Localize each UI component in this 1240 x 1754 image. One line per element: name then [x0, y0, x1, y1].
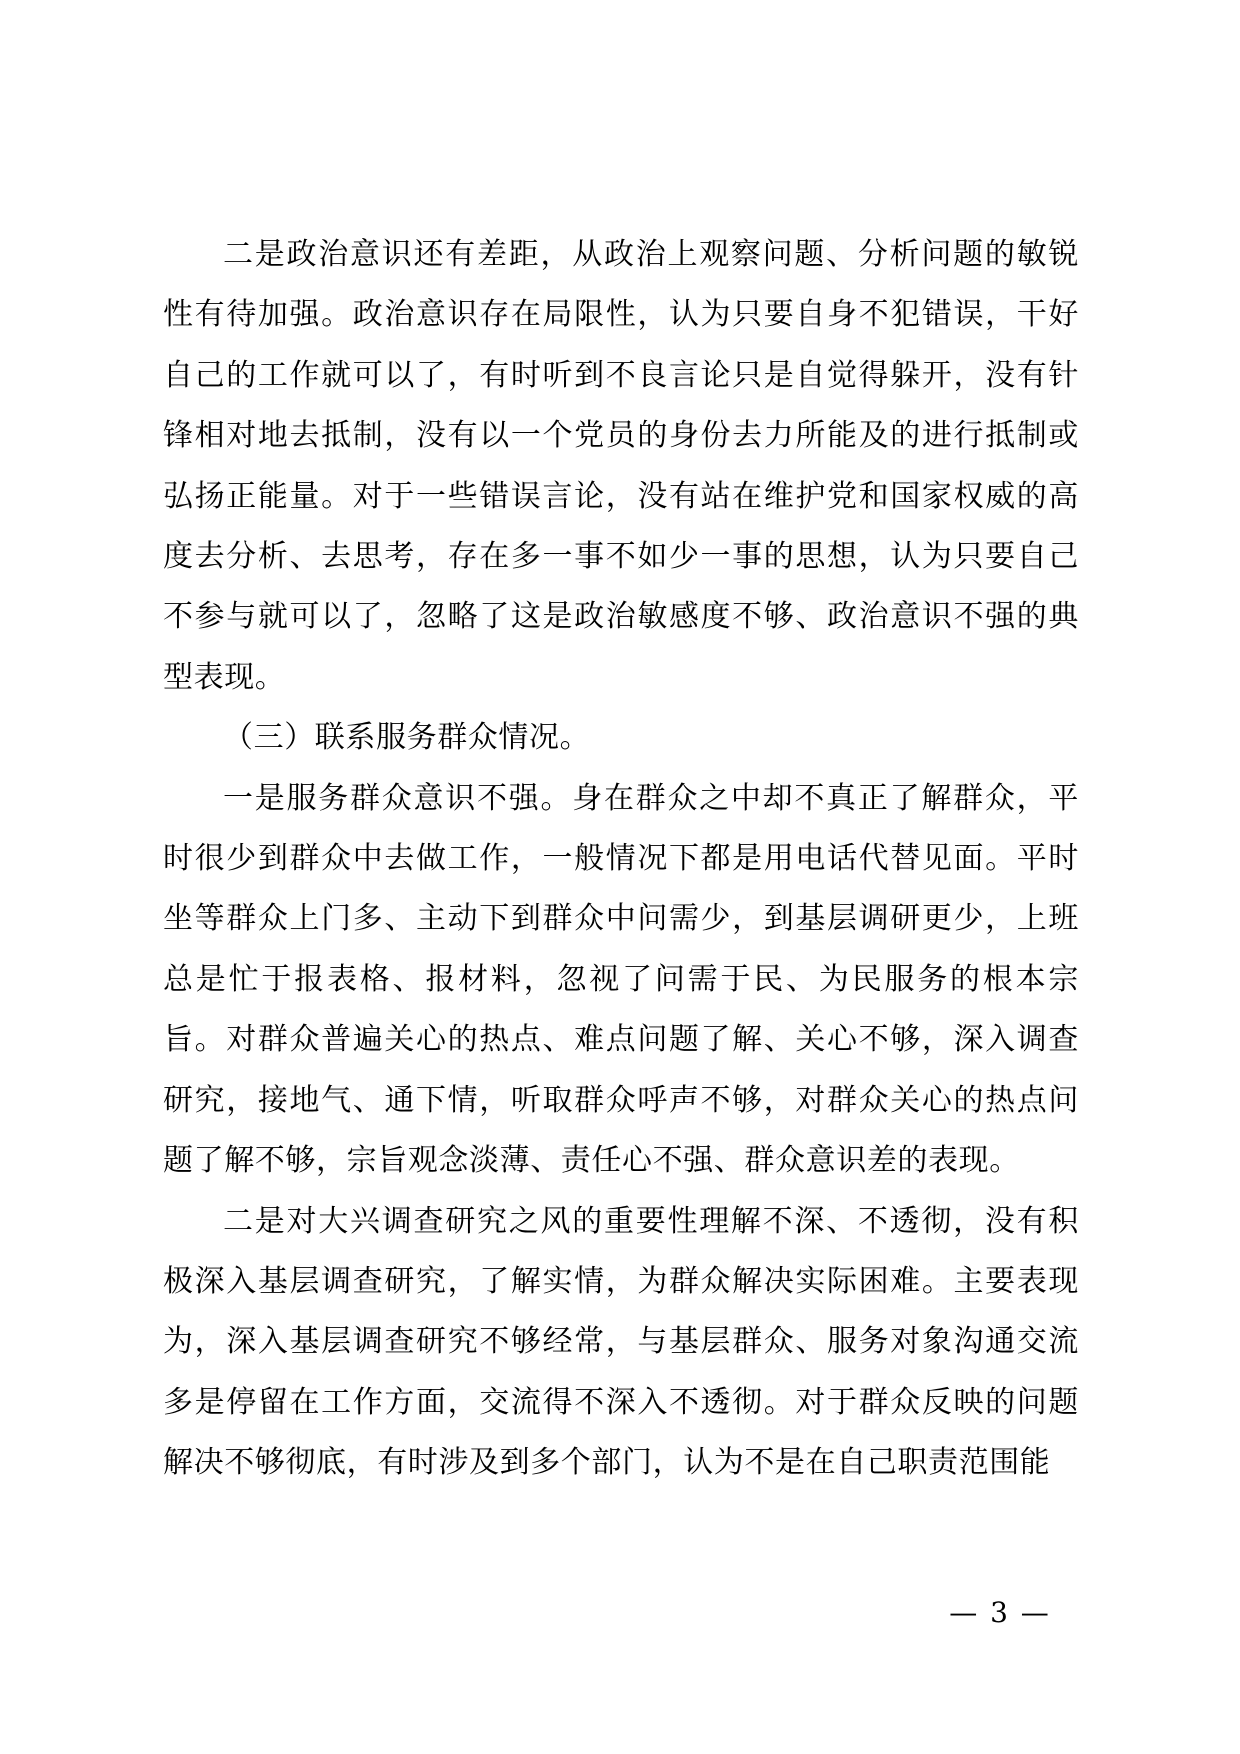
paragraph-investigation-research: 二是对大兴调查研究之风的重要性理解不深、不透彻，没有积极深入基层调查研究，了解实情，为群众解决实际困难。主要表现为，深入基层调查研究不够经常，与基层群众、服务对象沟通交流多是停留在工作方面，交流得不深入不透彻。对于群众反映的问题解决不够彻底，有时涉及到多个部门，认为不是在自己职责范围能	[163, 1203, 1079, 1481]
body-text	[163, 225, 1079, 1494]
page-number: — 3 —	[949, 1596, 1051, 1629]
section-heading-serving-masses: （三）联系服务群众情况。	[223, 720, 591, 756]
paragraph-serving-masses-awareness: 一是服务群众意识不强。身在群众之中却不真正了解群众，平时很少到群众中去做工作，一般情况下都是用电话代替见面。平时坐等群众上门多、主动下到群众中问需少，到基层调研更少，上班总是忙于报表格、报材料，忽视了问需于民、为民服务的根本宗旨。对群众普遍关心的热点、难点问题了解、关心不够，深入调查研究，接地气、通下情，听取群众呼声不够，对群众关心的热点问题了解不够，宗旨观念淡薄、责任心不强、群众意识差的表现。	[163, 780, 1079, 1179]
paragraph-political-awareness: 二是政治意识还有差距，从政治上观察问题、分析问题的敏锐性有待加强。政治意识存在局限性，认为只要自身不犯错误，干好自己的工作就可以了，有时听到不良言论只是自觉得躲开，没有针锋相对地去抵制，没有以一个党员的身份去力所能及的进行抵制或弘扬正能量。对于一些错误言论，没有站在维护党和国家权威的高度去分析、去思考，存在多一事不如少一事的思想，认为只要自己不参与就可以了，忽略了这是政治敏感度不够、政治意识不强的典型表现。	[163, 237, 1079, 695]
